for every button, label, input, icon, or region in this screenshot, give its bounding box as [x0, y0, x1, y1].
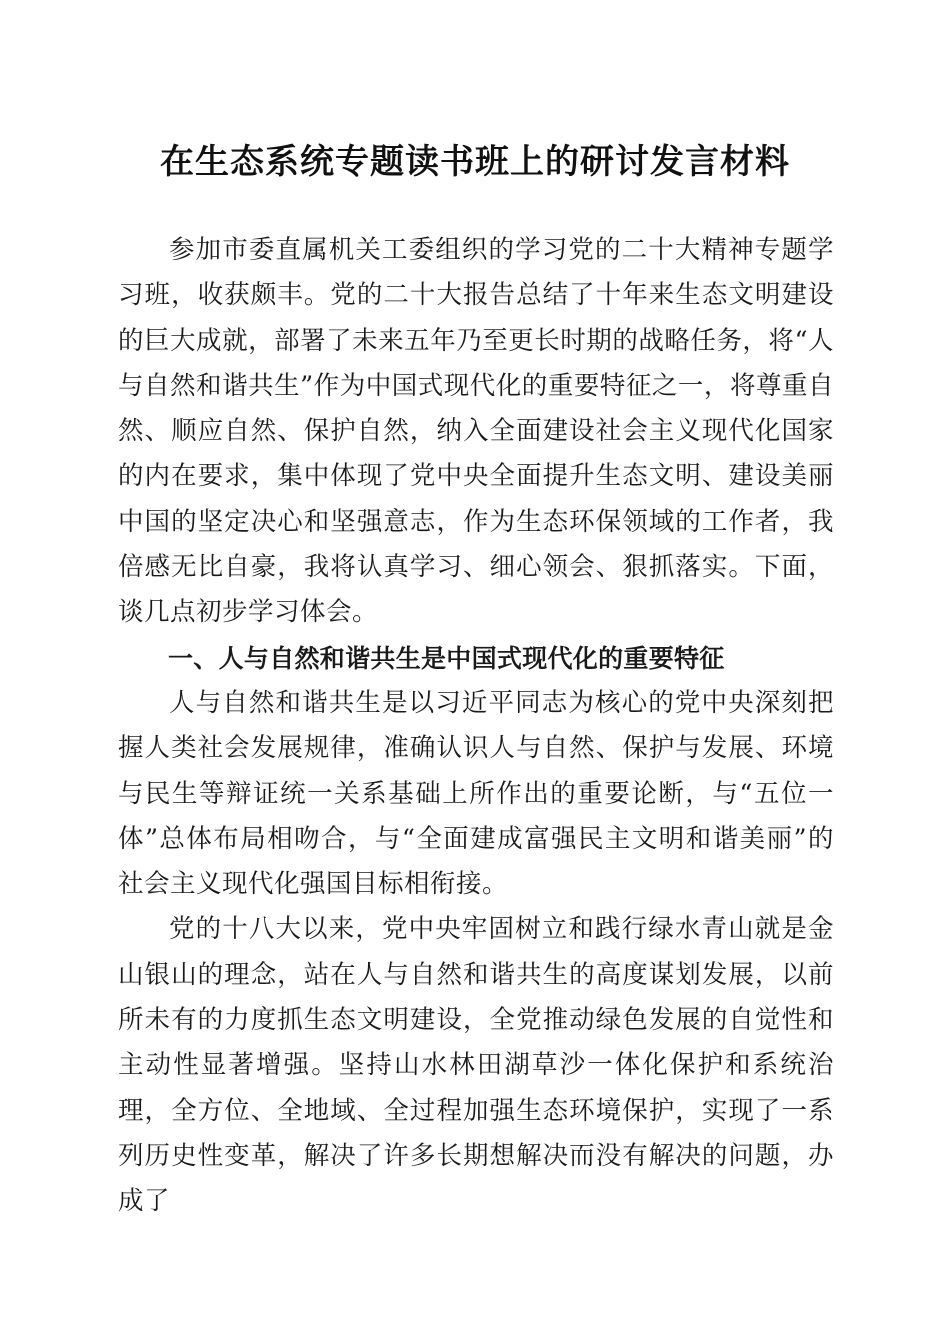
section-heading-1: 一、人与自然和谐共生是中国式现代化的重要特征 — [168, 643, 725, 673]
document-title: 在生态系统专题读书班上的研讨发言材料 — [160, 142, 790, 182]
intro-paragraph: 参加市委直属机关工委组织的学习党的二十大精神专题学习班，收获颇丰。党的二十大报告总结了十年来生态文明建设的巨大成就，部署了未来五年乃至更长时期的战略任务，将“人与自然和谐共生”作为中国式现代化的重要特征之一，将尊重自然、顺应自然、保护自然，纳入全面建设社会主义现代化国家的内在要求，集中体现了党中央全面提升生态文明、建设美丽中国的坚定决心和坚强意志，作为生态环保领域的工作者，我倍感无比自豪，我将认真学习、细心领会、狠抓落实。下面，谈几点初步学习体会。 — [118, 235, 834, 628]
document-body — [118, 228, 834, 1225]
section-1-paragraph-1: 人与自然和谐共生是以习近平同志为核心的党中央深刻把握人类社会发展规律，准确认识人与自然、保护与发展、环境与民生等辩证统一关系基础上所作出的重要论断，与“五位一体”总体布局相吻合，与“全面建成富强民主文明和谐美丽”的社会主义现代化强国目标相衔接。 — [118, 687, 834, 900]
section-1-paragraph-2: 党的十八大以来，党中央牢固树立和践行绿水青山就是金山银山的理念，站在人与自然和谐共生的高度谋划发展，以前所未有的力度抓生态文明建设，全党推动绿色发展的自觉性和主动性显著增强。坚持山水林田湖草沙一体化保护和系统治理，全方位、全地域、全过程加强生态环境保护，实现了一系列历史性变革，解决了许多长期想解决而没有解决的问题，办成了 — [118, 914, 834, 1217]
